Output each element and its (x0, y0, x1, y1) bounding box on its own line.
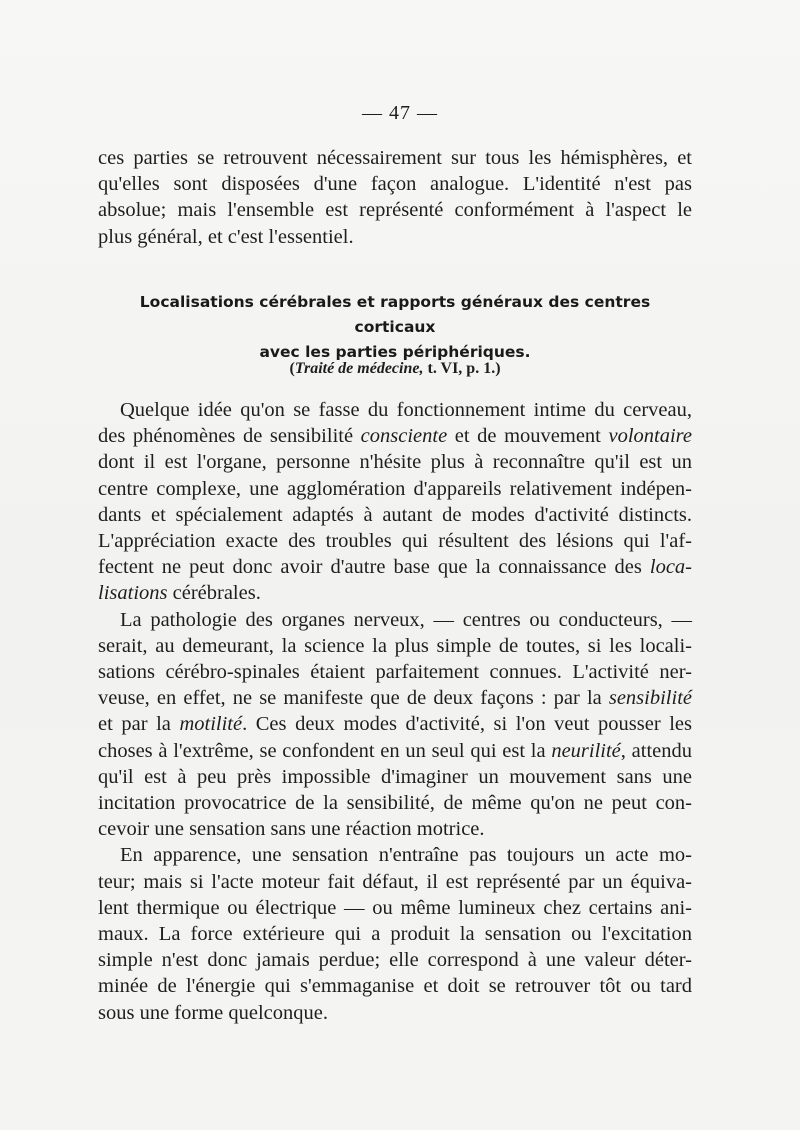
text-line: sations cérébro-spinales étaient parfaitement connues. L'activité ner- (98, 661, 692, 684)
text-line: minée de l'énergie qui s'emmaganise et doit se retrouver tôt ou tard (98, 975, 692, 998)
text-line: En apparence, une sensation n'entraîne pas toujours un acte mo- (120, 844, 692, 867)
text-line: maux. La force extérieure qui a produit la sensation ou l'excitation (98, 923, 692, 946)
source-volume: t. VI, p. 1.) (423, 360, 501, 377)
text-line: teur; mais si l'acte moteur fait défaut, il est représenté par un équiva- (98, 870, 692, 893)
text-line: fectent ne peut donc avoir d'autre base que la connaissance des loca- (98, 556, 692, 579)
section-heading (98, 290, 692, 365)
section-title-line-1: Localisations cérébrales et rapports généraux des centres corticaux (139, 293, 651, 336)
text-line: des phénomènes de sensibilité consciente et de mouvement volontaire (98, 425, 692, 448)
text-line: La pathologie des organes nerveux, — centres ou conducteurs, — (120, 608, 692, 631)
text-line: centre complexe, une agglomération d'appareils relativement indépen- (98, 477, 692, 500)
text-line: incitation provocatrice de la sensibilité, de même qu'on ne peut con- (98, 792, 692, 815)
source-prefix: ( (289, 360, 295, 377)
text-line: veuse, en effet, ne se manifeste que de deux façons : par la sensibilité (98, 687, 692, 710)
section-title-line-2: avec les parties périphériques. (259, 343, 531, 361)
text-line: qu'elles sont disposées d'une façon analogue. L'identité n'est pas (98, 173, 692, 196)
text-line: sous une forme quelconque. (98, 1001, 328, 1024)
text-line: choses à l'extrême, se confondent en un seul qui est la neurilité, attendu (98, 739, 692, 762)
source-title: Traité de médecine, (294, 360, 424, 377)
text-line: absolue; mais l'ensemble est représenté conformément à l'aspect le (98, 199, 692, 222)
text-line: Quelque idée qu'on se fasse du fonctionnement intime du cerveau, (120, 399, 692, 421)
text-line: L'appréciation exacte des troubles qui résultent des lésions qui l'af- (98, 530, 692, 553)
text-line: dants et spécialement adaptés à autant de modes d'activité distincts. (98, 503, 692, 526)
text-line: cevoir une sensation sans une réaction motrice. (98, 818, 485, 841)
text-line: serait, au demeurant, la science la plus simple de toutes, si les locali- (98, 634, 692, 657)
text-line: simple n'est donc jamais perdue; elle correspond à une valeur déter- (98, 949, 692, 972)
text-line: lisations cérébrales. (98, 582, 261, 605)
text-line: lent thermique ou électrique — ou même lumineux chez certains ani- (98, 896, 692, 919)
text-line: et par la motilité. Ces deux modes d'activité, si l'on veut pousser les (98, 713, 692, 736)
section-source (98, 360, 692, 378)
text-line: dont il est l'organe, personne n'hésite plus à reconnaître qu'il est un (98, 451, 692, 474)
page-number: — 47 — (362, 102, 438, 124)
intro-paragraph (98, 145, 692, 250)
text-line: qu'il est à peu près impossible d'imaginer un mouvement sans une (98, 765, 692, 788)
text-line: plus général, et c'est l'essentiel. (98, 225, 354, 248)
text-line: ces parties se retrouvent nécessairement sur tous les hémisphères, et (98, 147, 692, 169)
body-text (98, 397, 692, 1026)
